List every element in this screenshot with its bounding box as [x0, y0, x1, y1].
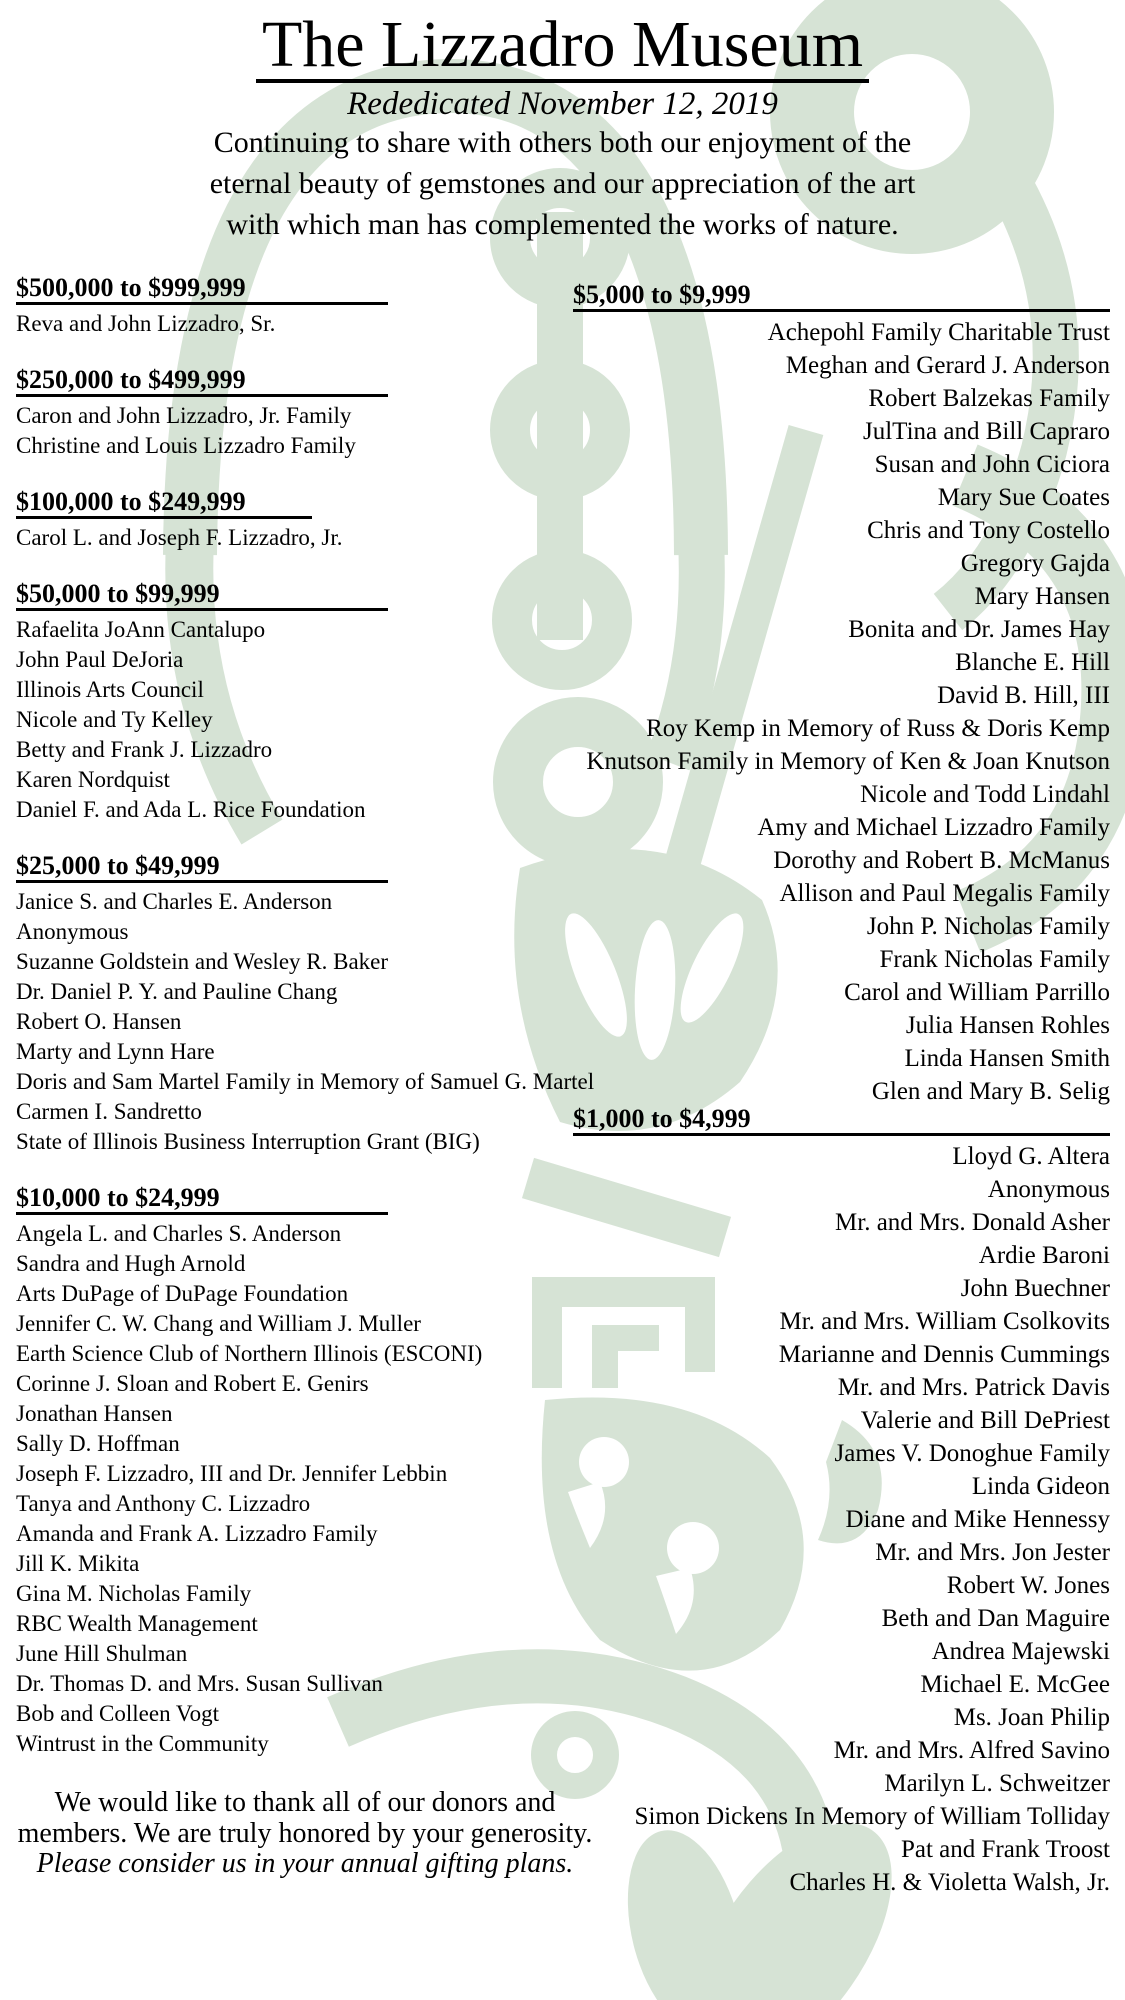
- donor-name: Illinois Arts Council: [16, 677, 204, 702]
- donor-name: Knutson Family in Memory of Ken & Joan Knutson: [586, 748, 1110, 775]
- donor-name: Robert O. Hansen: [16, 1009, 182, 1034]
- donor-name: Beth and Dan Maguire: [881, 1605, 1110, 1632]
- donor-name: Marilyn L. Schweitzer: [884, 1770, 1110, 1797]
- donor-name: Nicole and Ty Kelley: [16, 707, 213, 732]
- donor-name: Chris and Tony Costello: [867, 517, 1110, 544]
- donor-name: Mr. and Mrs. Alfred Savino: [833, 1737, 1110, 1764]
- donor-name: Rafaelita JoAnn Cantalupo: [16, 617, 266, 642]
- donor-name: Sally D. Hoffman: [16, 1431, 180, 1456]
- tier-header: $25,000 to $49,999: [16, 854, 388, 883]
- donor-name: Michael E. McGee: [920, 1671, 1110, 1698]
- donor-name: Carol and William Parrillo: [844, 979, 1110, 1006]
- donor-name: Roy Kemp in Memory of Russ & Doris Kemp: [646, 715, 1110, 742]
- tier-header: $50,000 to $99,999: [16, 582, 388, 611]
- donor-name: John Paul DeJoria: [16, 647, 184, 672]
- donor-name: Tanya and Anthony C. Lizzadro: [16, 1491, 311, 1516]
- donor-name: Mary Sue Coates: [937, 484, 1110, 511]
- donor-name: Dorothy and Robert B. McManus: [773, 847, 1110, 874]
- donor-name: Dr. Daniel P. Y. and Pauline Chang: [16, 979, 338, 1004]
- donor-name: Andrea Majewski: [931, 1638, 1110, 1665]
- donor-name: David B. Hill, III: [937, 682, 1110, 709]
- donor-name: Linda Hansen Smith: [904, 1045, 1110, 1072]
- donor-name: Mr. and Mrs. Patrick Davis: [837, 1374, 1110, 1401]
- intro-line: Continuing to share with others both our enjoyment of the: [213, 126, 912, 159]
- donor-name: Gregory Gajda: [960, 550, 1110, 577]
- donor-column-right: [450, 280, 1110, 1899]
- donor-name: Bob and Colleen Vogt: [16, 1701, 219, 1726]
- footer-line: We would like to thank all of our donors and: [54, 1787, 556, 1818]
- page-title: The Lizzadro Museum: [256, 14, 869, 83]
- donor-name: Jill K. Mikita: [16, 1551, 140, 1576]
- donor-name: Mr. and Mrs. William Csolkovits: [779, 1308, 1110, 1335]
- donor-name: Frank Nicholas Family: [879, 946, 1110, 973]
- donor-name: JulTina and Bill Capraro: [863, 418, 1110, 445]
- donor-name: Caron and John Lizzadro, Jr. Family: [16, 403, 352, 428]
- donor-name: Meghan and Gerard J. Anderson: [785, 352, 1110, 379]
- donor-name: Simon Dickens In Memory of William Tolliday: [634, 1803, 1110, 1830]
- donor-name: Robert W. Jones: [946, 1572, 1110, 1599]
- donor-name: Wintrust in the Community: [16, 1731, 269, 1756]
- tier-header: $1,000 to $4,999: [573, 1107, 1110, 1136]
- donor-name: Dr. Thomas D. and Mrs. Susan Sullivan: [16, 1671, 383, 1696]
- page-footer: [5, 1788, 605, 1880]
- donor-name: James V. Donoghue Family: [834, 1440, 1110, 1467]
- tier-header: $5,000 to $9,999: [573, 283, 1110, 312]
- donor-tier-section: [450, 280, 1110, 1108]
- donor-name: Arts DuPage of DuPage Foundation: [16, 1281, 349, 1306]
- tier-header: $100,000 to $249,999: [16, 490, 312, 519]
- donor-name: Robert Balzekas Family: [868, 385, 1110, 412]
- donor-list: [450, 316, 1110, 1108]
- donor-list: [450, 1140, 1110, 1899]
- donor-name: Linda Gideon: [971, 1473, 1110, 1500]
- donor-name: Suzanne Goldstein and Wesley R. Baker: [16, 949, 389, 974]
- donor-name: Mr. and Mrs. Jon Jester: [875, 1539, 1110, 1566]
- donor-name: Anonymous: [16, 919, 129, 944]
- footer-italic-line: Please consider us in your annual gifting plans.: [36, 1848, 574, 1879]
- donor-name: Valerie and Bill DePriest: [860, 1407, 1110, 1434]
- footer-line: members. We are truly honored by your generosity.: [17, 1817, 593, 1849]
- tier-header: $250,000 to $499,999: [16, 368, 388, 397]
- donor-name: Pat and Frank Troost: [900, 1836, 1110, 1863]
- donor-name: Sandra and Hugh Arnold: [16, 1251, 246, 1276]
- donor-name: Susan and John Ciciora: [874, 451, 1110, 478]
- donor-name: Earth Science Club of Northern Illinois (ESCONI): [16, 1341, 483, 1366]
- intro-line: eternal beauty of gemstones and our appreciation of the art: [209, 167, 916, 200]
- donor-name: Marty and Lynn Hare: [16, 1039, 215, 1064]
- donor-name: Blanche E. Hill: [955, 649, 1110, 676]
- donor-name: John Buechner: [960, 1275, 1110, 1302]
- donor-name: Joseph F. Lizzadro, III and Dr. Jennifer Lebbin: [16, 1461, 448, 1486]
- donor-name: RBC Wealth Management: [16, 1611, 258, 1636]
- tier-header: $500,000 to $999,999: [16, 276, 388, 305]
- donor-name: Gina M. Nicholas Family: [16, 1581, 252, 1606]
- donor-name: Betty and Frank J. Lizzadro: [16, 737, 273, 762]
- donor-name: Glen and Mary B. Selig: [871, 1078, 1110, 1105]
- donor-name: Daniel F. and Ada L. Rice Foundation: [16, 797, 366, 822]
- donor-name: Julia Hansen Rohles: [905, 1012, 1110, 1039]
- donor-name: Bonita and Dr. James Hay: [848, 616, 1110, 643]
- donor-name: Amanda and Frank A. Lizzadro Family: [16, 1521, 378, 1546]
- donor-name: Anonymous: [987, 1176, 1110, 1203]
- donor-name: Mary Hansen: [974, 583, 1110, 610]
- donor-name: Reva and John Lizzadro, Sr.: [16, 311, 276, 336]
- donor-name: Christine and Louis Lizzadro Family: [16, 433, 356, 458]
- donor-tier-section: [450, 1104, 1110, 1899]
- donor-name: Janice S. and Charles E. Anderson: [16, 889, 333, 914]
- donor-name: Mr. and Mrs. Donald Asher: [835, 1209, 1110, 1236]
- donor-name: Angela L. and Charles S. Anderson: [16, 1221, 342, 1246]
- donor-name: Lloyd G. Altera: [952, 1143, 1110, 1170]
- donor-name: Allison and Paul Megalis Family: [779, 880, 1110, 907]
- page-header: [0, 0, 1125, 245]
- intro-line: with which man has complemented the works of nature.: [226, 208, 899, 241]
- donor-name: Charles H. & Violetta Walsh, Jr.: [789, 1869, 1110, 1896]
- donor-name: June Hill Shulman: [16, 1641, 188, 1666]
- donor-name: Corinne J. Sloan and Robert E. Genirs: [16, 1371, 369, 1396]
- donor-name: Doris and Sam Martel Family in Memory of Samuel G. Martel: [16, 1069, 595, 1094]
- tier-header: $10,000 to $24,999: [16, 1186, 388, 1215]
- donor-name: Amy and Michael Lizzadro Family: [757, 814, 1110, 841]
- donor-name: Ms. Joan Philip: [953, 1704, 1110, 1731]
- donor-name: John P. Nicholas Family: [866, 913, 1110, 940]
- donor-name: Jonathan Hansen: [16, 1401, 173, 1426]
- donor-name: Karen Nordquist: [16, 767, 170, 792]
- donor-name: Carol L. and Joseph F. Lizzadro, Jr.: [16, 525, 343, 550]
- donor-name: Marianne and Dennis Cummings: [778, 1341, 1110, 1368]
- donor-name: Nicole and Todd Lindahl: [860, 781, 1110, 808]
- donor-name: Carmen I. Sandretto: [16, 1099, 202, 1124]
- donor-name: Diane and Mike Hennessy: [845, 1506, 1110, 1533]
- page-subtitle: Rededicated November 12, 2019: [347, 86, 778, 122]
- donor-name: State of Illinois Business Interruption Grant (BIG): [16, 1129, 480, 1154]
- donor-name: Jennifer C. W. Chang and William J. Muller: [16, 1311, 421, 1336]
- donor-name: Achepohl Family Charitable Trust: [767, 319, 1110, 346]
- donor-name: Ardie Baroni: [978, 1242, 1110, 1269]
